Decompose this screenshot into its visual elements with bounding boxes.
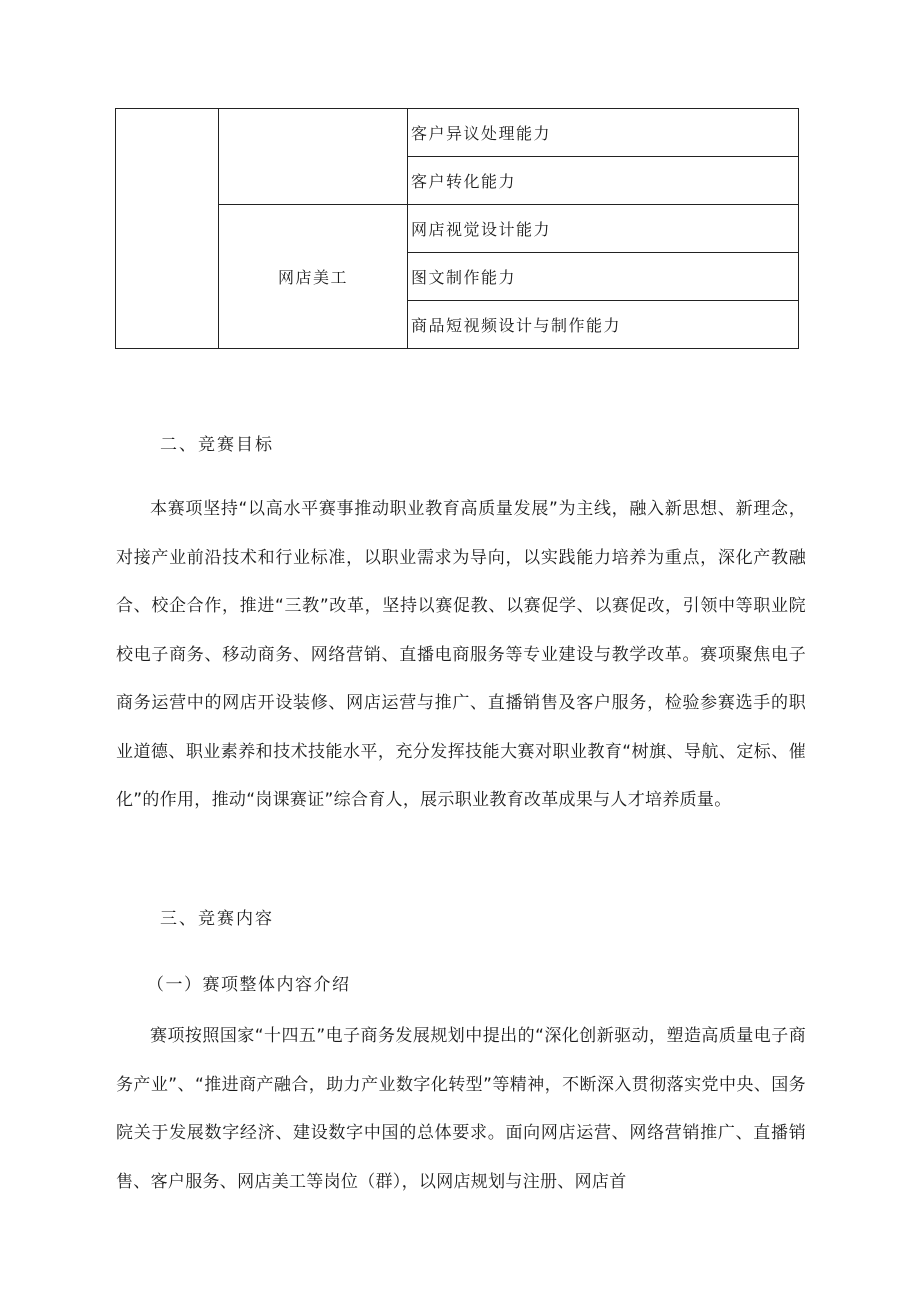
skills-table: [115, 108, 799, 349]
group-cell-empty: [219, 109, 408, 205]
content-paragraph: 赛项按照国家“十四五”电子商务发展规划中提出的“深化创新驱动，塑造高质量电子商务产业”、“推进商产融合，助力产业数字化转型”等精神，不断深入贯彻落实党中央、国务院关于发展数字经济、建设数字中国的总体要求。面向网店运营、网络营销推广、直播销售、客户服务、网店美工等岗位（群），以网店规划与注册、网店首: [116, 1026, 806, 1192]
skill-cell: 客户转化能力: [408, 157, 799, 205]
skill-cell: 网店视觉设计能力: [408, 205, 799, 253]
skill-cell: 商品短视频设计与制作能力: [408, 301, 799, 349]
skill-cell: 客户异议处理能力: [408, 109, 799, 157]
section-heading-goals: 二、竞赛目标: [160, 435, 274, 455]
table-row: [116, 205, 799, 253]
goals-paragraph: 本赛项坚持“以高水平赛事推动职业教育高质量发展”为主线，融入新思想、新理念，对接产业前沿技术和行业标准，以职业需求为导向，以实践能力培养为重点，深化产教融合、校企合作，推进“三教”改革，坚持以赛促教、以赛促学、以赛促改，引领中等职业院校电子商务、移动商务、网络营销、直播电商服务等专业建设与教学改革。赛项聚焦电子商务运营中的网店开设装修、网店运营与推广、直播销售及客户服务，检验参赛选手的职业道德、职业素养和技术技能水平，充分发挥技能大赛对职业教育“树旗、导航、定标、催化”的作用，推动“岗课赛证”综合育人，展示职业教育改革成果与人才培养质量。: [116, 499, 806, 810]
category-cell: [116, 109, 219, 349]
section-heading-content: 三、竞赛内容: [160, 909, 274, 929]
subsection-heading: （一）赛项整体内容介绍: [147, 975, 351, 995]
skill-cell: 图文制作能力: [408, 253, 799, 301]
table-row: [116, 109, 799, 157]
group-cell: 网店美工: [219, 205, 408, 349]
